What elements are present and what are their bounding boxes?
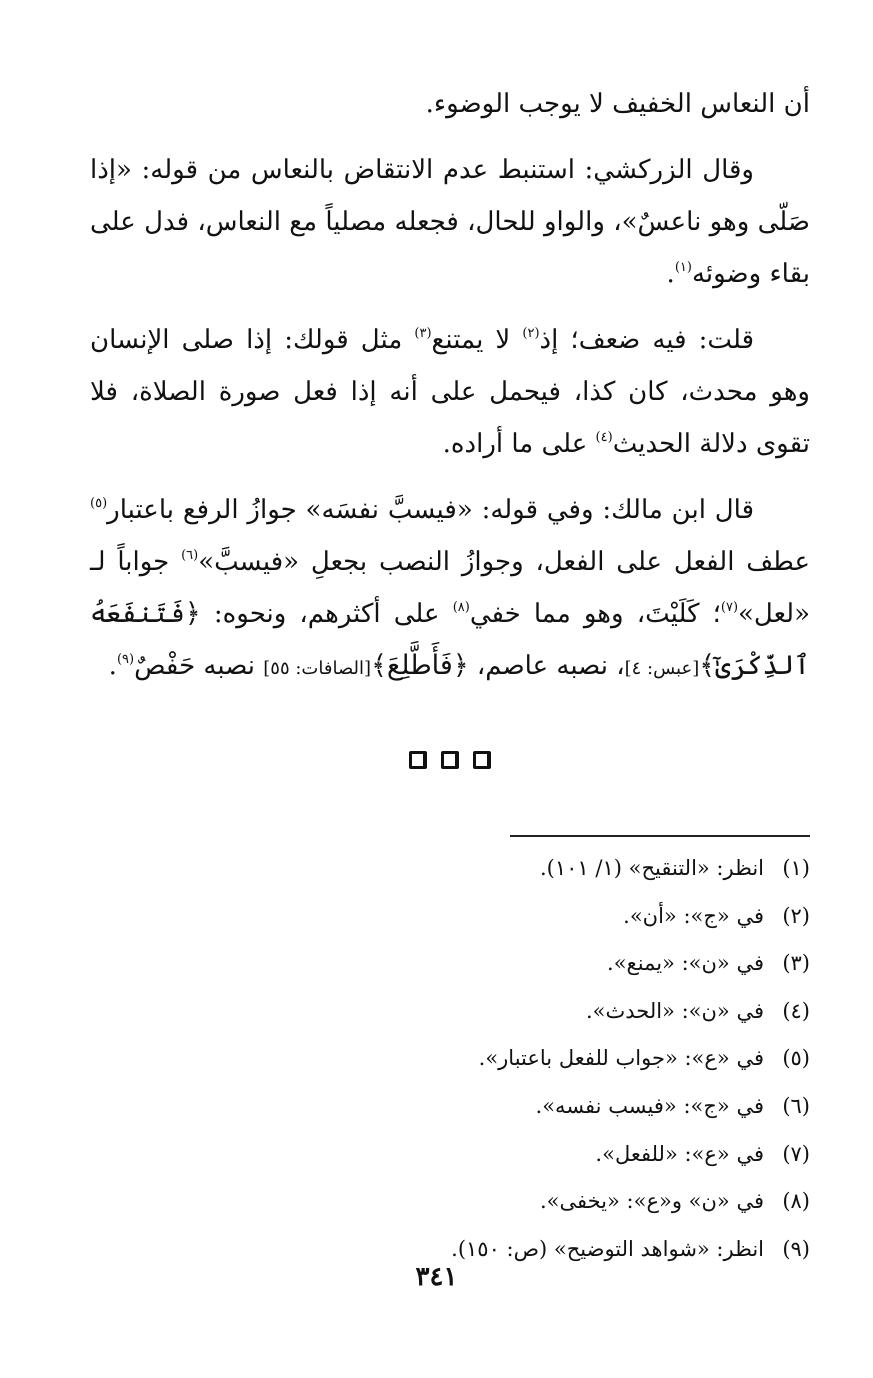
footnote-text: في «ن»: «الحدث». [585,998,764,1023]
footnote-number: (٦) [782,1093,810,1118]
paragraph-3-text-c: مثل قولك: إذا صلى الإنسان وهو محدث، كان كذا، فيحمل على أنه إذا فعل صورة الصلاة، فلا تقوى دلالة الحديث [90,325,810,459]
paragraph-4 [90,484,810,695]
footnote-number: (٢) [782,903,810,928]
footnote-5 [90,1035,810,1083]
paragraph-4-text-c: جواباً لـ «لعل» [90,547,810,629]
section-divider [90,751,810,769]
footnote-text: في «ج»: «أن». [623,903,764,928]
paragraph-3-text-d: على ما أراده. [442,429,596,459]
footnote-1 [90,845,810,893]
footnote-number: (٤) [782,998,810,1023]
footnote-6 [90,1083,810,1131]
footnote-ref-3[interactable]: (٣) [414,326,432,341]
paragraph-2-text-a: وقال الزركشي: استنبط عدم الانتقاض بالنعاس من قوله: «إذا صَلّى وهو ناعسٌ»، والواو للحال، فجعله مصلياً مع النعاس، فدل على بقاء وضوئه [90,155,810,289]
footnote-text: في «ن»: «يمنع». [607,951,764,976]
footnote-separator [510,835,810,837]
quran-quote-1: ﴿فَتَنفَعَهُ ٱلذِّكْرَىٰٓ﴾ [90,598,810,681]
paragraph-3-text-a: قلت: فيه ضعف؛ إذ [539,325,755,355]
footnote-ref-2[interactable]: (٢) [522,326,540,341]
footnote-number: (٣) [782,951,810,976]
footnote-8 [90,1178,810,1226]
paragraph-3-text-b: لا يمتنع [431,325,523,355]
paragraph-2-text-b: . [666,259,675,289]
page-content [90,78,810,1273]
footnote-2 [90,893,810,941]
quran-reference-2: [الصافات: ٥٥] [263,658,372,679]
paragraph-1 [90,78,810,130]
footnote-ref-6[interactable]: (٦) [181,548,199,563]
footnote-number: (٨) [782,1189,810,1214]
footnote-number: (١) [782,856,810,880]
footnote-ref-5[interactable]: (٥) [90,496,108,511]
footnote-text: انظر: «شواهد التوضيح» (ص: ١٥٠). [451,1236,764,1261]
paragraph-4-text-g: نصبه حَفْصٌ [134,651,264,681]
footnote-text: في «ع»: «جواب للفعل باعتبار». [478,1046,764,1071]
divider-square-icon [473,751,491,769]
footnote-7 [90,1131,810,1179]
paragraph-4-text-e: على أكثرهم، ونحوه: [200,599,453,629]
footnote-ref-8[interactable]: (٨) [452,600,470,615]
paragraph-2 [90,144,810,300]
divider-square-icon [441,751,459,769]
paragraph-3 [90,314,810,470]
footnote-ref-4[interactable]: (٤) [595,430,613,445]
paragraph-4-text-f: ، نصبه عاصم، [468,651,625,681]
footnote-text: انظر: «التنقيح» (١/ ١٠١). [540,856,764,880]
footnote-ref-7[interactable]: (٧) [720,600,739,615]
footnote-text: في «ع»: «للفعل». [595,1141,764,1166]
quran-reference-1: [عبس: ٤] [624,658,700,679]
paragraph-4-text-h: . [108,651,117,681]
footnote-text: في «ج»: «فيسب نفسه». [535,1093,764,1118]
quran-quote-2: ﴿فَأَطَّلِعَ﴾ [371,650,469,681]
footnote-ref-9[interactable]: (٩) [116,652,135,667]
paragraph-4-text-a: قال ابن مالك: وفي قوله: «فيسبَّ نفسَه» جوازُ الرفع باعتبار [107,495,754,525]
footnote-3 [90,940,810,988]
footnote-number: (٧) [782,1141,810,1166]
divider-square-icon [409,751,427,769]
footnotes-list [90,845,810,1273]
footnote-text: في «ن» و«ع»: «يخفى». [539,1189,764,1214]
footnote-4 [90,988,810,1036]
paragraph-4-text-b: عطف الفعل على الفعل، وجوازُ النصب بجعلِ «فيسبَّ» [198,547,810,577]
footnote-ref-1[interactable]: (١) [674,260,692,275]
paragraph-1-text: أن النعاس الخفيف لا يوجب الوضوء. [425,89,810,119]
paragraph-4-text-d: ؛ كَلَيْتَ، وهو مما خفي [469,599,721,629]
page-number: ٣٤١ [415,1262,458,1292]
footnote-number: (٩) [782,1236,810,1261]
footnote-number: (٥) [782,1046,810,1071]
